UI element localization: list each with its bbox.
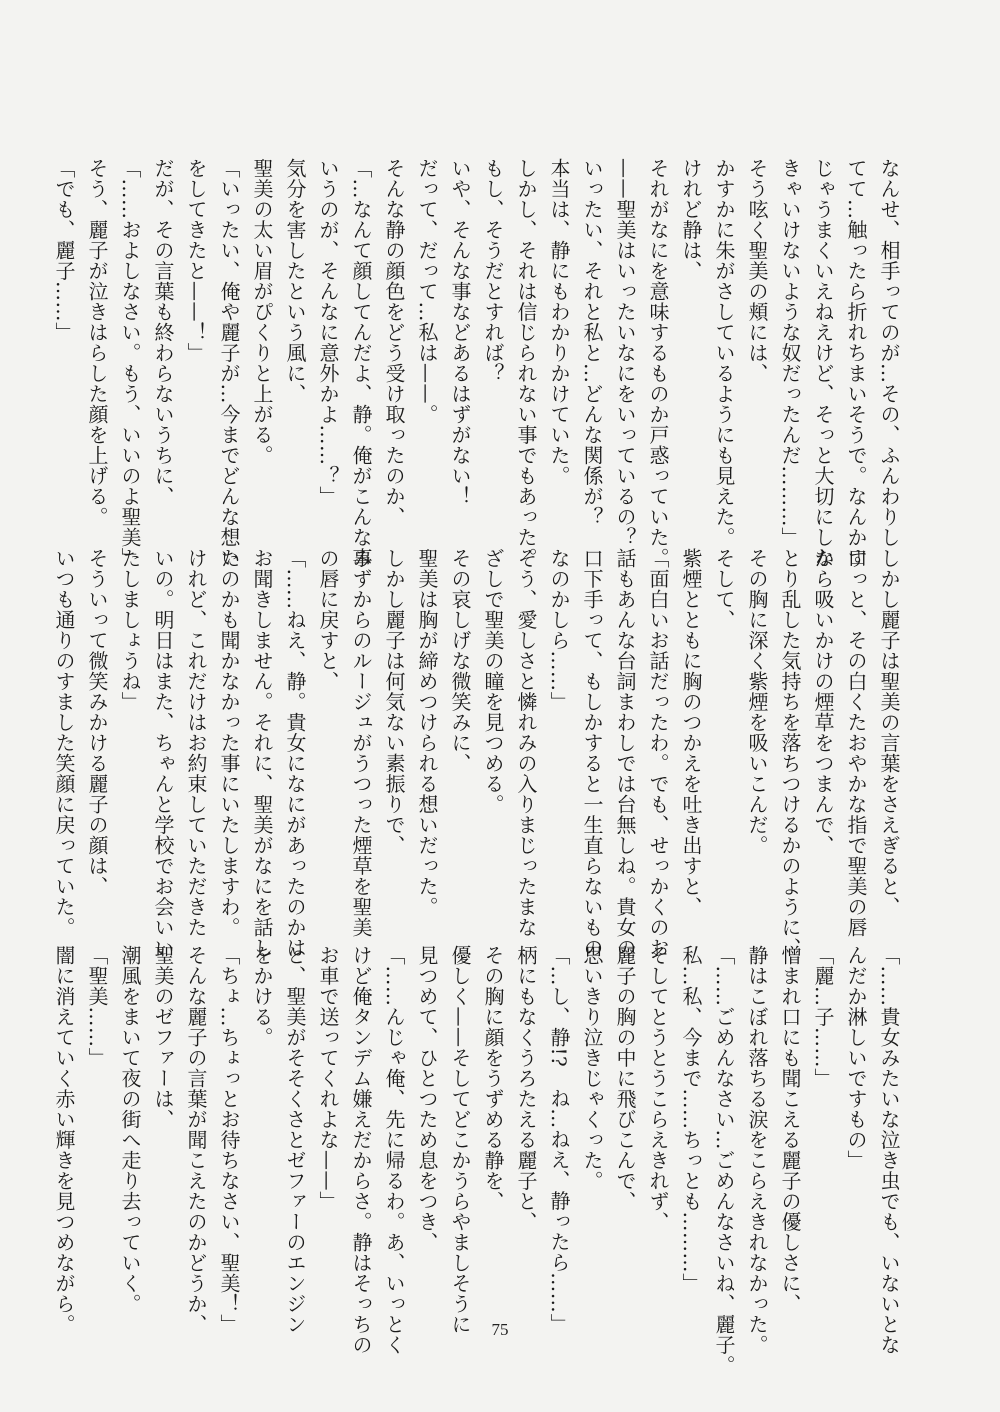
text-line: と、聖美がそそくさとゼファーのエンジン [283, 945, 307, 1335]
text-line: をしてきたと——！」 [184, 158, 208, 363]
text-line: 闇に消えていく赤い輝きを見つめながら。 [52, 945, 76, 1335]
text-line: 「……およしなさい。もう、いいのよ聖美」 [118, 158, 142, 568]
text-line: てて…触ったら折れちまいそうで。なんか口 [844, 158, 868, 568]
text-line: その胸に深く紫煙を吸いこんだ。 [745, 548, 769, 856]
text-line: かすかに朱がさしているようにも見えた。 [712, 158, 736, 548]
text-line: 本当は、静にもわかりかけていた。 [547, 158, 571, 486]
text-line: そして、 [712, 548, 736, 630]
text-line: たのかも聞かなかった事にいたしますわ。 [217, 548, 241, 938]
text-block-middle [47, 548, 905, 958]
text-line: その哀しげな微笑みに、 [448, 548, 472, 774]
text-line: 「……ごめんなさい…ごめんなさいね、麗子。 [712, 945, 736, 1376]
text-block-top [47, 158, 905, 568]
text-line: だって、だって…私は——。 [415, 158, 439, 425]
text-line: 潮風をまいて夜の街へ走り去っていく。 [118, 945, 142, 1314]
text-line: なんせ、相手ってのが…その、ふんわりし [877, 158, 901, 548]
text-line: 私…私、今まで……ちっとも………」 [679, 945, 703, 1294]
text-line: それがなにを意味するものか戸惑っていた。 [646, 158, 670, 568]
text-line: お車で送ってくれよな——」 [316, 945, 340, 1212]
text-line: をかける。 [250, 945, 274, 1048]
text-line: ざしで聖美の瞳を見つめる。 [481, 548, 505, 815]
text-line: んだか淋しいですもの」 [844, 945, 868, 1171]
text-line: けれど静は、 [679, 158, 703, 281]
text-line: 話もあんな台詞まわしでは台無しね。貴女の [613, 548, 637, 958]
text-line: 「…なんて顔してんだよ、静。俺がこんな事 [349, 158, 373, 568]
text-line: 気分を害したという風に、 [283, 158, 307, 404]
text-line: 「…し、静!? ね…ねえ、静ったら……」 [547, 945, 571, 1334]
text-line: なのかしら……」 [547, 548, 571, 712]
text-line: 「いったい、俺や麗子が…今までどんな想い [217, 158, 241, 568]
text-line: 優しく——そしてどこかうらやましそうに [448, 945, 472, 1335]
text-line: とり乱した気持ちを落ちつけるかのように、 [778, 548, 802, 958]
text-line: 口下手って、もしかすると一生直らないもの [580, 548, 604, 958]
text-line: たしましょうね」 [118, 548, 142, 712]
text-line: みずからのルージュがうつった煙草を聖美 [349, 548, 373, 938]
page-number: 75 [491, 1320, 509, 1339]
text-line: ——聖美はいったいなにをいっているの？ [613, 158, 637, 548]
text-line: そう、愛しさと憐れみの入りまじったまな [514, 548, 538, 938]
text-line: 「麗…子……」 [811, 945, 835, 1089]
text-line: すっと、その白くたおやかな指で聖美の唇 [844, 548, 868, 938]
text-line: いつも通りのすました笑顔に戻っていた。 [52, 548, 76, 938]
text-line: 見つめて、ひとつため息をつき、 [415, 945, 439, 1253]
text-line: けれど、これだけはお約束していただきた [184, 548, 208, 938]
text-line: お聞きしません。それに、聖美がなにを話し [250, 548, 274, 958]
text-line: 聖美のゼファーは、 [151, 945, 175, 1130]
text-line: そう呟く聖美の頬には、 [745, 158, 769, 384]
text-line: いうのが、そんなに意外かよ……？」 [316, 158, 340, 507]
text-line: けど俺タンデム嫌えだからさ。静はそっちの [349, 945, 373, 1355]
text-line: から吸いかけの煙草をつまんで、 [811, 548, 835, 856]
text-line: 「……ねえ、静。貴女になにがあったのかは [283, 548, 307, 958]
text-line: しかし、それは信じられない事でもあった。 [514, 158, 538, 568]
text-line: もし、そうだとすれば？ [481, 158, 505, 384]
text-line: 憎まれ口にも聞こえる麗子の優しさに、 [778, 945, 802, 1314]
text-line: だが、その言葉も終わらないうちに、 [151, 158, 175, 507]
text-line: 柄にもなくうろたえる麗子と、 [514, 945, 538, 1232]
text-line: 聖美の太い眉がぴくりと上がる。 [250, 158, 274, 466]
text-line: そしてとうとうこらえきれず、 [646, 945, 670, 1232]
text-line: 紫煙とともに胸のつかえを吐き出すと、 [679, 548, 703, 917]
text-line: いや、そんな事などあるはずがない！ [448, 158, 472, 507]
text-line: いの。明日はまた、ちゃんと学校でお会いい [151, 548, 175, 958]
text-line: 静はこぼれ落ちる涙をこらえきれなかった。 [745, 945, 769, 1355]
text-line: 「面白いお話だったわ。でも、せっかくのお [646, 548, 670, 958]
text-line: 「……んじゃ俺、先に帰るわ。あ、いっとく [382, 945, 406, 1355]
text-line: 思いきり泣きじゃくった。 [580, 945, 604, 1191]
text-line: きゃいけないような奴だったんだ………」 [778, 158, 802, 548]
text-line: 「……貴女みたいな泣き虫でも、いないとな [877, 945, 901, 1355]
text-line: そう、麗子が泣きはらした顔を上げる。 [85, 158, 109, 527]
text-line: 麗子の胸の中に飛びこんで、 [613, 945, 637, 1212]
text-line: そんな静の顔色をどう受け取ったのか、 [382, 158, 406, 527]
text-line: じゃうまくいえねえけど、そっと大切にしな [811, 158, 835, 568]
text-line: 「聖美……」 [85, 945, 109, 1068]
text-line: いったい、それと私と…どんな関係が？ [580, 158, 604, 527]
text-line: そういって微笑みかける麗子の顔は、 [85, 548, 109, 897]
text-line: の唇に戻すと、 [316, 548, 340, 692]
text-line: 「でも、麗子……」 [52, 158, 76, 343]
text-line: 「ちょ…ちょっとお待ちなさい、聖美！」 [217, 945, 241, 1335]
text-line: しかし麗子は何気ない素振りで、 [382, 548, 406, 856]
text-line: その胸に顔をうずめる静を、 [481, 945, 505, 1212]
text-line: しかし麗子は聖美の言葉をさえぎると、 [877, 548, 901, 917]
text-line: 聖美は胸が締めつけられる想いだった。 [415, 548, 439, 917]
text-line: そんな麗子の言葉が聞こえたのかどうか、 [184, 945, 208, 1335]
